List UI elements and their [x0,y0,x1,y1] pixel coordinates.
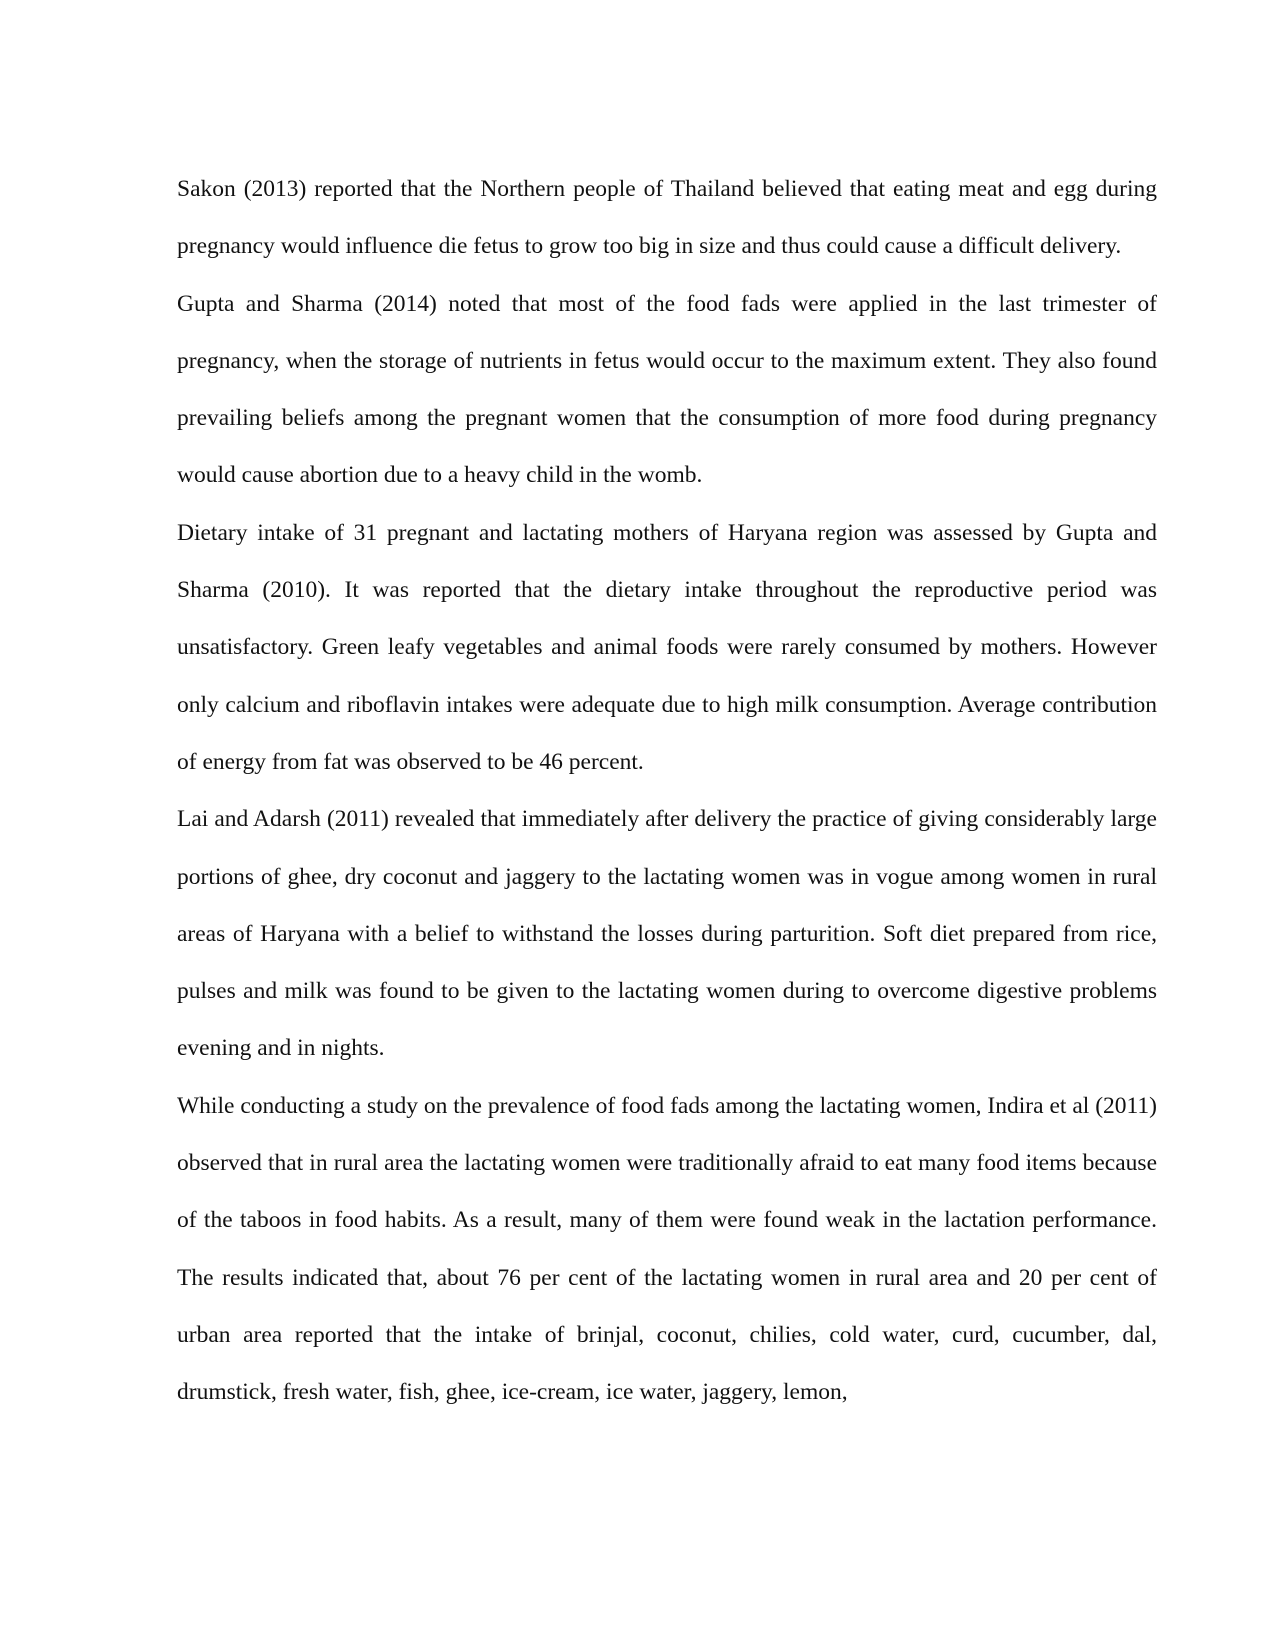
paragraph-gupta-sharma-2010: Dietary intake of 31 pregnant and lactating mothers of Haryana region was assessed by Gupta and Sharma (2010). It was reported that the dietary intake throughout the reproductive period was unsatisfactory. Green leafy vegetables and animal foods were rarely consumed by mothers. However only calcium and riboflavin intakes were adequate due to high milk consumption. Average contribution of energy from fat was observed to be 46 percent. [177,519,1157,775]
document-body [177,161,1157,1422]
paragraph-lai-adarsh-2011: Lai and Adarsh (2011) revealed that immediately after delivery the practice of giving considerably large portions of ghee, dry coconut and jaggery to the lactating women was in vogue among women in rural areas of Haryana with a belief to withstand the losses during parturition. Soft diet prepared from rice, pulses and milk was found to be given to the lactating women during to overcome digestive problems evening and in nights. [177,806,1157,1062]
paragraph-sakon-2013: Sakon (2013) reported that the Northern people of Thailand believed that eating meat and egg during pregnancy would influence die fetus to grow too big in size and thus could cause a difficult delivery. [177,176,1157,260]
paragraph-gupta-sharma-2014: Gupta and Sharma (2014) noted that most of the food fads were applied in the last trimester of pregnancy, when the storage of nutrients in fetus would occur to the maximum extent. They also found prevailing beliefs among the pregnant women that the consumption of more food during pregnancy would cause abortion due to a heavy child in the womb. [177,290,1157,489]
paragraph-indira-2011: While conducting a study on the prevalence of food fads among the lactating women, Indira et al (2011) observed that in rural area the lactating women were traditionally afraid to eat many food items because of the taboos in food habits. As a result, many of them were found weak in the lactation performance. The results indicated that, about 76 per cent of the lactating women in rural area and 20 per cent of urban area reported that the intake of brinjal, coconut, chilies, cold water, curd, cucumber, dal, drumstick, fresh water, fish, ghee, ice-cream, ice water, jaggery, lemon, [177,1092,1157,1406]
